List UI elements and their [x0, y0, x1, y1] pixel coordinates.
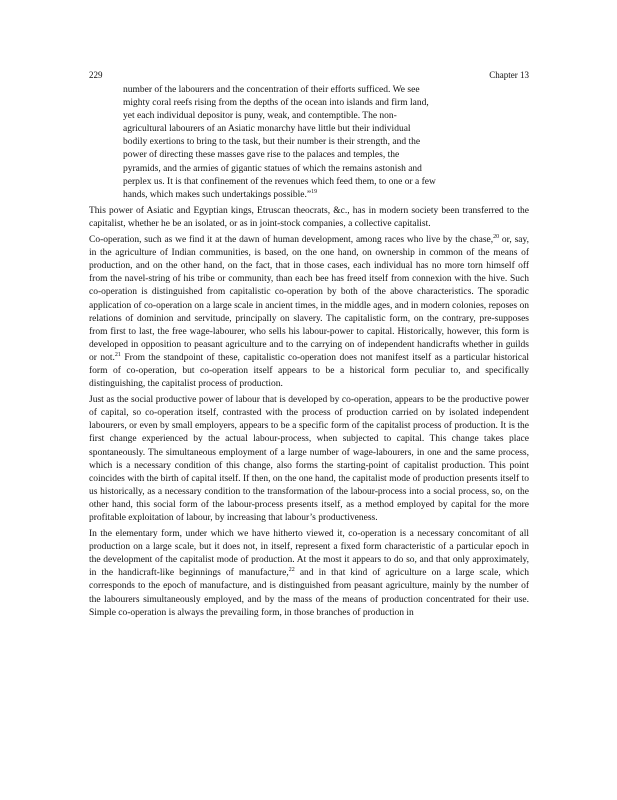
- paragraph-1: [89, 205, 529, 231]
- quote-line: pyramids, and the armies of gigantic statues of which the remains astonish and: [123, 163, 422, 174]
- footnote-ref-22[interactable]: 22: [288, 567, 295, 574]
- footnote-ref-21[interactable]: 21: [114, 351, 121, 358]
- paragraph-4-text-a: In the elementary form, under which we have hitherto viewed it, co-operation is a necessary concomitant of all production on a large scale, but it does not, in itself, represent a fixed form characteristic of a particular epoch in the development of the capitalist mode of production. At the most it appears to do so, and that only approximately, in the handicraft-like beginnings of manufacture,: [89, 529, 529, 579]
- footnote-ref-20[interactable]: 20: [493, 233, 500, 240]
- quote-line: mighty coral reefs rising from the depths of the ocean into islands and firm land,: [123, 98, 429, 109]
- page-number: 229: [89, 70, 103, 80]
- paragraph-4: [89, 528, 529, 620]
- quote-last-text: hands, which makes such undertakings possible.”: [123, 189, 312, 200]
- paragraph-2-text-c: From the standpoint of these, capitalistic co-operation does not manifest itself as a particular historical form of co-operation, but co-operation itself appears to be a historical form peculiar to, and specifically distinguishing, the capitalist process of production.: [89, 352, 530, 390]
- quote-line-last: [123, 189, 471, 202]
- quote-line: power of directing these masses gave rise to the palaces and temples, the: [123, 150, 400, 161]
- quote-line: bodily exertions to bring to the task, but their number is their strength, and the: [123, 137, 421, 148]
- paragraph-3-text: Just as the social productive power of labour that is developed by co-operation, appears to be the productive power of capital, so co-operation itself, contrasted with the process of production carried on by isolated independent labourers, or even by small employers, appears to be a specific form of the capitalist process of production. It is the first change experienced by the actual labour-process, when subjected to capital. This change takes place spontaneously. The simultaneous employment of a large number of wage-labourers, in one and the same process, which is a necessary condition of this change, also forms the starting-point of capitalist production. This point coincides with the birth of capital itself. If then, on the one hand, the capitalist mode of production presents itself to us historically, as a necessary condition to the transformation of the labour-process into a social process, so, on the other hand, this social form of the labour-process presents itself, as a method employed by capital for the more profitable exploitation of labour, by increasing that labour’s productiveness.: [89, 395, 529, 523]
- paragraph-2-text-a: Co-operation, such as we find it at the dawn of human development, among races who live by the chase,: [89, 235, 494, 246]
- paragraph-4-text-b: and in that kind of agriculture on a large scale, which corresponds to the epoch of manufacture, and is distinguished from peasant agriculture, mainly by the number of the labourers simultaneously employed, and by the mass of the means of production concentrated for their use. Simple co-operation is always the prevailing form, in those branches of production in: [89, 568, 529, 618]
- document-page: [89, 70, 529, 620]
- chapter-label: Chapter 13: [489, 70, 529, 80]
- running-header: [89, 70, 529, 81]
- quote-line: yet each individual depositor is puny, weak, and contemptible. The non-: [123, 111, 397, 122]
- paragraph-2-text-b: or, say, in the agriculture of Indian communities, is based, on the one hand, on ownership in common of the means of production, and on the other hand, on the fact, that in those cases, each individual has no more torn himself off from the navel-string of his tribe or community, than each bee has freed itself from connexion with the hive. Such co-operation is distinguished from capitalistic co-operation by both of the above characteristics. The sporadic application of co-operation on a large scale in ancient times, in the middle ages, and in modern colonies, reposes on relations of dominion and servitude, principally on slavery. The capitalistic form, on the contrary, pre-supposes from first to last, the free wage-labourer, who sells his labour-power to capital. Historically, however, this form is developed in opposition to peasant agriculture and to the carrying on of independent handicrafts whether in guilds or not.: [89, 235, 529, 363]
- paragraph-1-text: This power of Asiatic and Egyptian kings, Etruscan theocrats, &c., has in modern society been transferred to the capitalist, whether he be an isolated, or as in joint-stock companies, a collective capitalist.: [89, 205, 529, 229]
- paragraph-3: [89, 394, 529, 525]
- footnote-ref-19[interactable]: 19: [311, 188, 318, 195]
- block-quote: [123, 84, 471, 202]
- paragraph-2: [89, 234, 529, 391]
- quote-line: perplex us. It is that confinement of the revenues which feed them, to one or a few: [123, 176, 436, 187]
- quote-line: number of the labourers and the concentration of their efforts sufficed. We see: [123, 85, 420, 95]
- quote-line: agricultural labourers of an Asiatic monarchy have little but their individual: [123, 124, 411, 135]
